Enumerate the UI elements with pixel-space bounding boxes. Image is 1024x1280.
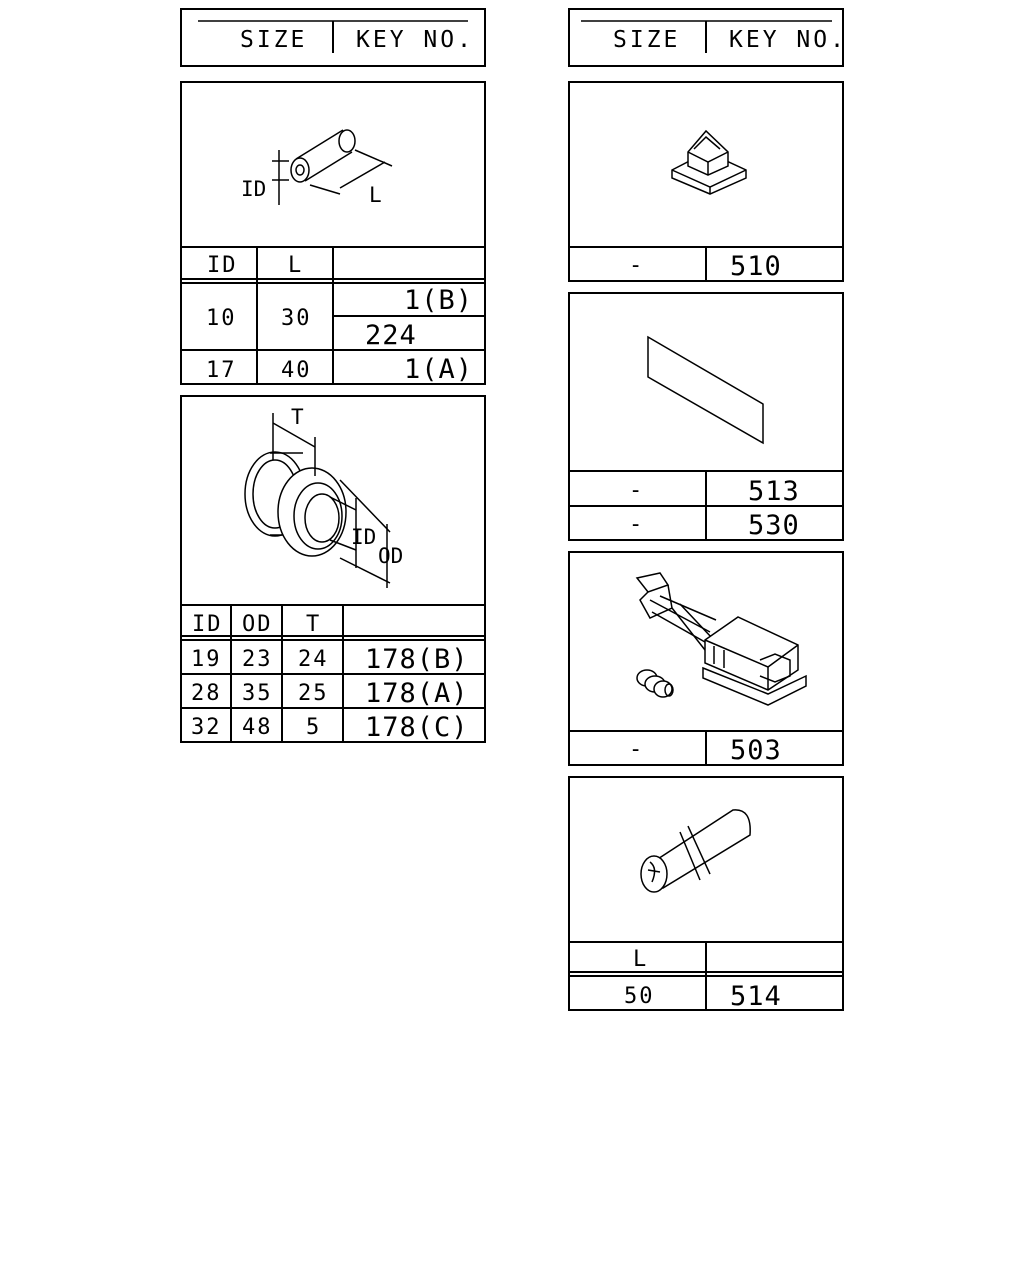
- hose-length-dimension-label: L: [369, 183, 382, 207]
- edge-trim-col-l-header: L: [633, 947, 649, 972]
- connector-size-value: -: [629, 737, 645, 762]
- edge-trim-illustration: [641, 810, 750, 892]
- square-nut-illustration: [672, 131, 746, 194]
- hose-illustration: [241, 130, 392, 207]
- connector-block: [569, 552, 843, 766]
- grommet-col-id-header: ID: [192, 612, 223, 637]
- grommet-row1-key: 178(B): [365, 644, 469, 675]
- grommet-row3-od: 48: [242, 715, 273, 740]
- grommet-id-dimension-label: ID: [351, 525, 377, 549]
- left-header-box: [181, 9, 485, 66]
- nut-size-value: -: [629, 253, 645, 278]
- grommet-col-od-header: OD: [242, 612, 273, 637]
- hose-col-l-header: L: [288, 253, 304, 278]
- right-size-header-label: SIZE: [613, 27, 681, 53]
- grommet-row1-t: 24: [298, 647, 329, 672]
- hose-row1-key-b: 224: [365, 320, 417, 351]
- hose-id-dimension-label: ID: [241, 177, 267, 201]
- nut-key-value: 510: [730, 251, 782, 282]
- tape-row2-size: -: [629, 512, 645, 537]
- tape-illustration: [648, 337, 763, 443]
- grommet-row3-t: 5: [306, 715, 322, 740]
- hose-block: [181, 82, 485, 385]
- grommet-row3-key: 178(C): [365, 712, 469, 743]
- grommet-row2-t: 25: [298, 681, 329, 706]
- grommet-row2-key: 178(A): [365, 678, 469, 709]
- hose-row1-l: 30: [281, 306, 312, 331]
- edge-trim-key-value: 514: [730, 981, 782, 1012]
- right-header-box: [569, 9, 847, 66]
- grommet-row1-id: 19: [191, 647, 222, 672]
- tape-row1-size: -: [629, 478, 645, 503]
- edge-trim-l-value: 50: [624, 984, 655, 1009]
- grommet-illustration: [245, 405, 403, 588]
- key-no-header-label: KEY NO.: [356, 27, 474, 53]
- tape-block: [569, 293, 843, 541]
- grommet-row2-id: 28: [191, 681, 222, 706]
- tape-row2-key: 530: [748, 510, 800, 541]
- square-nut-block: [569, 82, 843, 282]
- grommet-block: [181, 396, 485, 743]
- hose-row1-key-a: 1(B): [404, 285, 474, 316]
- right-key-no-header-label: KEY NO.: [729, 27, 847, 53]
- grommet-od-dimension-label: OD: [378, 544, 404, 568]
- grommet-row3-id: 32: [191, 715, 222, 740]
- hose-row1-id: 10: [206, 306, 237, 331]
- hose-row2-id: 17: [206, 358, 237, 383]
- connector-illustration: [637, 573, 806, 705]
- grommet-row1-od: 23: [242, 647, 273, 672]
- hose-row2-l: 40: [281, 358, 312, 383]
- edge-trim-block: [569, 777, 843, 1012]
- connector-key-value: 503: [730, 735, 782, 766]
- hose-row2-key: 1(A): [404, 354, 474, 385]
- hose-col-id-header: ID: [207, 253, 238, 278]
- tape-row1-key: 513: [748, 476, 800, 507]
- grommet-t-dimension-label: T: [291, 405, 304, 429]
- grommet-row2-od: 35: [242, 681, 273, 706]
- grommet-col-t-header: T: [306, 612, 322, 637]
- size-header-label: SIZE: [240, 27, 308, 53]
